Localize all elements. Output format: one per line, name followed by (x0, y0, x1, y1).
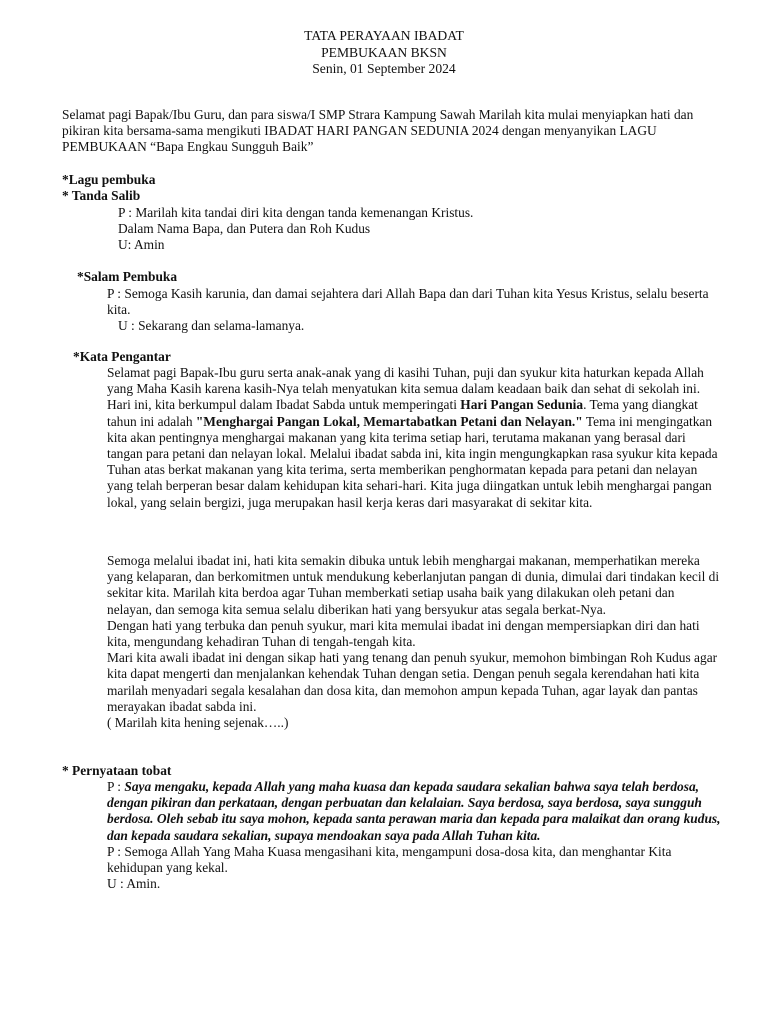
salam-pembuka-heading-wrap (77, 269, 727, 285)
salam-pembuka-response (118, 318, 718, 334)
tanda-salib-heading: * Tanda Salib (62, 188, 141, 204)
tanda-salib-line2: Dalam Nama Bapa, dan Putera dan Roh Kudus (118, 221, 371, 237)
intro-paragraph (62, 107, 726, 156)
kata-pengantar-paragraph-5: ( Marilah kita hening sejenak…..) (107, 715, 289, 731)
header-subtitle: PEMBUKAAN BKSN (321, 44, 447, 60)
kp-p1-b: Hari Pangan Sedunia (460, 397, 584, 413)
tanda-salib-u-line: U: Amin (118, 237, 165, 253)
header-title: TATA PERAYAAN IBADAT (304, 28, 464, 43)
section-tanda-salib (118, 205, 718, 254)
pt-confession: Saya mengaku, kepada Allah yang maha kuasa dan kepada saudara sekalian bahwa saya telah berdosa, dengan pikiran dan perkataan, dengan perbuatan dan kelalaian. Saya berdosa, saya berdosa, saya sungguh berdosa. Oleh sebab itu saya mohon, kepada santa perawan maria dan kepada para malaikat dan orang kudus, dan kepada saudara sekalian, supaya mendoakan saya pada Allah Tuhan kita. (107, 779, 721, 843)
kp-p1-a: Selamat pagi Bapak-Ibu guru serta anak-anak yang di kasihi Tuhan, puji dan syukur kita haturkan kepada Allah yang Maha Kasih karena kasih-Nya telah menyatukan kita semua dalam keadaan baik dan sehat di sekolah ini. Hari ini, kita berkumpul dalam Ibadat Sabda untuk memperingati (107, 365, 704, 413)
pernyataan-tobat-heading: * Pernyataan tobat (62, 763, 172, 778)
pernyataan-tobat-heading-wrap (62, 763, 726, 779)
section-lagu-pembuka (62, 172, 726, 204)
kata-pengantar-paragraph-2: Semoga melalui ibadat ini, hati kita semakin dibuka untuk lebih menghargai makanan, memperhatikan mereka yang kelaparan, dan berkomitmen untuk mendukung keberlanjutan pangan di dunia, dimulai dari tindakan kecil di sekitar kita. Marilah kita berdoa agar Tuhan memberkati setiap usaha baik yang dilakukan oleh petani dan nelayan, dan semoga kita semua selalu diberikan hati yang bersyukur atas segala berkat-Nya. (107, 553, 720, 617)
kata-pengantar-heading-wrap (73, 349, 723, 365)
kp-p1-e: Tema ini mengingatkan kita akan pentingnya menghargai makanan yang kita terima setiap hari, terutama makanan yang berasal dari tangan para petani dan nelayan lokal. Melalui ibadat sabda ini, kita ingin mengungkapkan rasa syukur kita kepada Tuhan atas berkat makanan yang kita terima, serta memberikan penghormatan kepada para petani dan nelayan yang telah berperan besar dalam kehidupan kita sehari-hari. Kita juga diingatkan untuk lebih menghargai pangan lokal, yang selain bergizi, juga merupakan hasil kerja keras dari masyarakat di sekitar kita. (107, 413, 718, 510)
salam-pembuka-u-line: U : Sekarang dan selama-lamanya. (118, 318, 305, 333)
kata-pengantar-paragraph-1 (107, 365, 722, 511)
kp-p1-d: "Menghargai Pangan Lokal, Memartabatkan Petani dan Nelayan." (195, 413, 583, 429)
kata-pengantar-paragraph-4: Mari kita awali ibadat ini dengan sikap hati yang tenang dan penuh syukur, memohon bimbingan Roh Kudus agar kita dapat mengerti dan menjalankan kehendak Tuhan dengan setia. Dengan penuh segala kerendahan hati kita marilah menyadari segala kesalahan dan dosa kita, dan memohon ampun kepada Tuhan, agar layak dan pantas merayakan ibadat sabda ini. (107, 650, 718, 714)
section-salam-pembuka (107, 286, 719, 318)
salam-pembuka-heading: *Salam Pembuka (77, 269, 178, 284)
document-header (0, 28, 768, 78)
pt-prefix: P : (107, 779, 125, 794)
intro-text: Selamat pagi Bapak/Ibu Guru, dan para siswa/I SMP Strara Kampung Sawah Marilah kita mulai menyiapkan hati dan pikiran kita bersama-sama mengikuti IBADAT HARI PANGAN SEDUNIA 2024 dengan menyanyikan LAGU PEMBUKAAN “Bapa Engkau Sungguh Baik” (62, 107, 694, 155)
kp-p1-c: . Tema yang diangkat tahun ini adalah (107, 397, 698, 429)
section-kata-pengantar (107, 365, 722, 511)
header-date: Senin, 01 September 2024 (312, 61, 456, 76)
kata-pengantar-heading: *Kata Pengantar (73, 349, 171, 364)
tanda-salib-p-line: P : Marilah kita tandai diri kita dengan tanda kemenangan Kristus. (118, 205, 474, 220)
lagu-pembuka-heading: *Lagu pembuka (62, 172, 156, 187)
pernyataan-tobat-paragraph-2: P : Semoga Allah Yang Maha Kuasa mengasihani kita, mengampuni dosa-dosa kita, dan menghantar Kita kehidupan yang kekal. (107, 843, 672, 876)
pernyataan-tobat-u-line: U : Amin. (107, 876, 161, 892)
pernyataan-tobat-paragraph-1 (107, 779, 722, 844)
kata-pengantar-paragraph-3: Dengan hati yang terbuka dan penuh syukur, mari kita memulai ibadat ini dengan mempersiapkan diri dan hati kita, mengundang kehadiran Tuhan di tengah-tengah kita. (107, 617, 700, 650)
section-pernyataan-tobat (107, 779, 722, 892)
salam-pembuka-p-line: P : Semoga Kasih karunia, dan damai sejahtera dari Allah Bapa dan dari Tuhan kita Yesus Kristus, selalu beserta kita. (107, 286, 709, 318)
section-kata-pengantar-2 (107, 553, 722, 731)
